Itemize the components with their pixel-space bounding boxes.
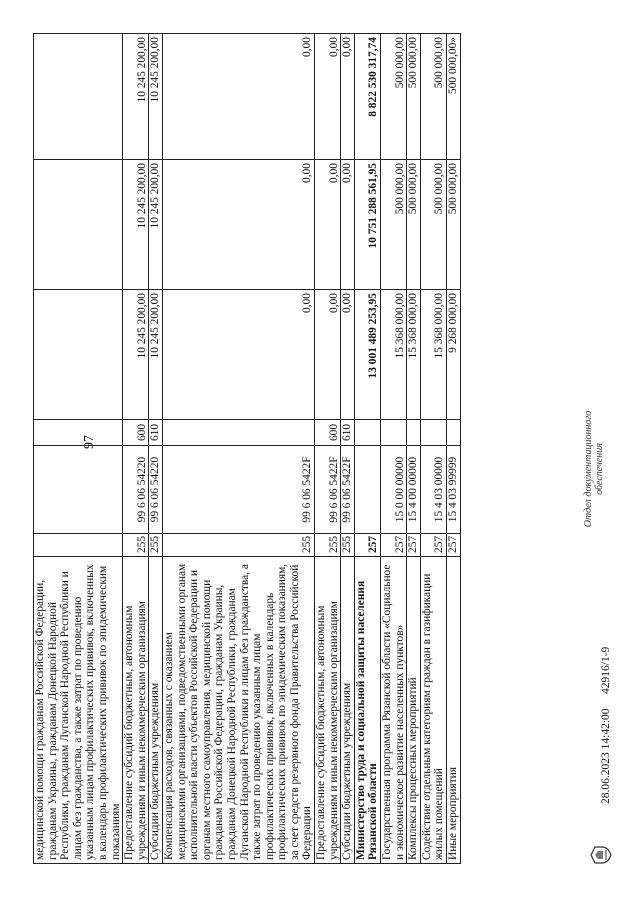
target-article-code: 99 6 06 54220 xyxy=(149,446,163,534)
amount-year-3: 0,00 xyxy=(162,34,314,160)
amount-year-2: 0,00 xyxy=(315,160,341,290)
amount-year-2: 0,00 xyxy=(341,160,355,290)
table-row xyxy=(381,34,407,864)
amount-year-3: 500 000,00 xyxy=(381,34,407,160)
amount-year-1: 13 001 489 253,95 xyxy=(354,290,380,420)
amount-year-1: 15 368 000,00 xyxy=(407,290,421,420)
grbs-code: 257 xyxy=(407,534,421,557)
amount-year-1: 15 368 000,00 xyxy=(381,290,407,420)
amount-year-3: 500 000,00 xyxy=(420,34,446,160)
row-name: Субсидии бюджетным учреждениям xyxy=(341,557,355,864)
amount-year-3: 8 822 530 317,74 xyxy=(354,34,380,160)
expense-type-code xyxy=(162,420,314,446)
grbs-code: 255 xyxy=(341,534,355,557)
amount-year-1: 10 245 200,00 xyxy=(123,290,149,420)
amount-year-1: 0,00 xyxy=(162,290,314,420)
expense-type-code xyxy=(447,420,461,446)
amount-year-3: 500 000,00» xyxy=(447,34,461,160)
target-article-code: 15 4 03 00000 xyxy=(420,446,446,534)
row-name: Комплексы процессных мероприятий xyxy=(407,557,421,864)
amount-year-1: 0,00 xyxy=(315,290,341,420)
row-name: Государственная программа Рязанской области «Социальное и экономическое развитие населенных пунктов» xyxy=(381,557,407,864)
grbs-code: 257 xyxy=(381,534,407,557)
expense-type-code: 610 xyxy=(149,420,163,446)
amount-year-3: 10 245 200,00 xyxy=(149,34,163,160)
table-row xyxy=(315,34,341,864)
amount-year-3 xyxy=(34,34,123,160)
grbs-code: 255 xyxy=(149,534,163,557)
amount-year-2: 500 000,00 xyxy=(407,160,421,290)
amount-year-2: 10 751 288 561,95 xyxy=(354,160,380,290)
row-name: медицинской помощи гражданам Российской Федерации, гражданам Украины, гражданам Донецкой Народной Республики, гражданам Луганской Народной Республики и лицам без гражданства, а также затрат по проведению указанным лицам профилактических прививок, включенных в календарь профилактических прививок по эпидемическим показаниям xyxy=(34,557,123,864)
grbs-code xyxy=(34,534,123,557)
budget-table xyxy=(33,33,461,864)
amount-year-1: 15 368 000,00 xyxy=(420,290,446,420)
row-name: Компенсация расходов, связанных с оказанием медицинскими организациями, подведомственными органам исполнительной власти субъектов Российской Федерации и органам местного самоуправления, медицинской помощи гражданам Российской Федерации, гражданам Украины, гражданам Донецкой Народной Республики, гражданам Луганской Народной Республики и лицам без гражданства, а также затрат по проведению указанным лицам профилактических прививок, включенных в календарь профилактических прививок по эпидемическим показаниям, за счет средств резервного фонда Правительства Российской Федерации xyxy=(162,557,314,864)
amount-year-1 xyxy=(34,290,123,420)
amount-year-1: 0,00 xyxy=(341,290,355,420)
row-name: Содействие отдельным категориям граждан в газификации жилых помещений xyxy=(420,557,446,864)
amount-year-2: 10 245 200,00 xyxy=(123,160,149,290)
table-row xyxy=(447,34,461,864)
amount-year-3: 10 245 200,00 xyxy=(123,34,149,160)
grbs-code: 255 xyxy=(123,534,149,557)
expense-type-code xyxy=(420,420,446,446)
expense-type-code xyxy=(381,420,407,446)
table-row xyxy=(341,34,355,864)
target-article-code: 99 6 06 54220 xyxy=(123,446,149,534)
table-row xyxy=(420,34,446,864)
grbs-code: 255 xyxy=(315,534,341,557)
grbs-code: 257 xyxy=(354,534,380,557)
amount-year-3: 500 000,00 xyxy=(407,34,421,160)
target-article-code: 99 6 06 5422F xyxy=(341,446,355,534)
amount-year-3: 0,00 xyxy=(315,34,341,160)
row-name: Иные мероприятия xyxy=(447,557,461,864)
table-row xyxy=(149,34,163,864)
target-article-code: 15 0 00 00000 xyxy=(381,446,407,534)
expense-type-code: 610 xyxy=(341,420,355,446)
grbs-code: 255 xyxy=(162,534,314,557)
table-row xyxy=(34,34,123,864)
table-row xyxy=(162,34,314,864)
budget-rows xyxy=(34,34,461,864)
expense-type-code: 600 xyxy=(123,420,149,446)
document-date: 28.06.2023 14:42:00 xyxy=(600,708,612,804)
target-article-code: 99 6 06 5422F xyxy=(315,446,341,534)
expense-type-code xyxy=(34,420,123,446)
expense-type-code: 600 xyxy=(315,420,341,446)
amount-year-3: 0,00 xyxy=(341,34,355,160)
expense-type-code xyxy=(354,420,380,446)
grbs-code: 257 xyxy=(420,534,446,557)
row-name: Предоставление субсидий бюджетным, автономным учреждениям и иным некоммерческим организациям xyxy=(123,557,149,864)
table-row xyxy=(354,34,380,864)
target-article-code: 15 4 00 00000 xyxy=(407,446,421,534)
target-article-code xyxy=(354,446,380,534)
table-row xyxy=(123,34,149,864)
grbs-code: 257 xyxy=(447,534,461,557)
amount-year-1: 9 268 000,00 xyxy=(447,290,461,420)
department-stamp: Отдел документационного обеспечения xyxy=(583,410,605,528)
document-number: 42916/1-9 xyxy=(600,646,612,694)
row-name: Министерство труда и социальной защиты населения Рязанской области xyxy=(354,557,380,864)
amount-year-2: 500 000,00 xyxy=(381,160,407,290)
amount-year-2 xyxy=(34,160,123,290)
amount-year-2: 10 245 200,00 xyxy=(149,160,163,290)
amount-year-2: 500 000,00 xyxy=(420,160,446,290)
target-article-code xyxy=(34,446,123,534)
amount-year-1: 10 245 200,00 xyxy=(149,290,163,420)
target-article-code: 15 4 03 99999 xyxy=(447,446,461,534)
amount-year-2: 500 000,00 xyxy=(447,160,461,290)
table-row xyxy=(407,34,421,864)
page-number: 97 xyxy=(82,435,97,449)
amount-year-2: 0,00 xyxy=(162,160,314,290)
target-article-code: 99 6 06 5422F xyxy=(162,446,314,534)
row-name: Субсидии бюджетным учреждениям xyxy=(149,557,163,864)
coat-of-arms-icon xyxy=(590,844,612,866)
row-name: Предоставление субсидий бюджетным, автономным учреждениям и иным некоммерческим организациям xyxy=(315,557,341,864)
expense-type-code xyxy=(407,420,421,446)
